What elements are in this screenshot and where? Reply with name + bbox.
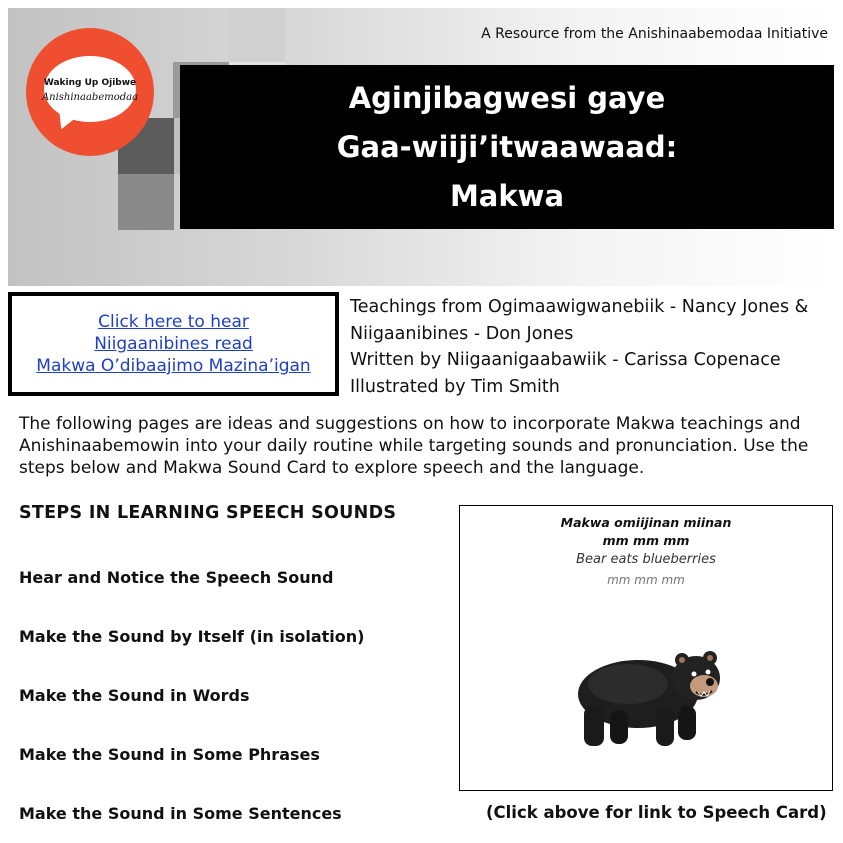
steps-heading: STEPS IN LEARNING SPEECH SOUNDS [19,503,397,523]
resource-line: A Resource from the Anishinaabemodaa Initiative [481,26,828,42]
decorative-square [118,174,174,230]
anishinaabemodaa-logo [26,28,154,156]
credit-line: Illustrated by Tim Smith [350,376,560,397]
credit-line: Written by Niigaanigaabawiik - Carissa Copenace [350,350,781,370]
step-item: Make the Sound by Itself (in isolation) [19,627,365,646]
decorative-square [229,8,285,64]
card-english-sound: mm mm mm [607,573,685,587]
logo-text-primary: Waking Up Ojibwe [43,78,137,88]
logo-text-secondary: Anishinaabemodaa [41,92,139,103]
page-title-line: Makwa [449,178,565,213]
step-item: Make the Sound in Some Phrases [19,745,320,764]
step-item: Make the Sound in Words [19,686,250,705]
audio-link-text[interactable]: Niigaanibines read [94,334,253,354]
speech-card-link[interactable] [459,505,833,791]
intro-paragraph: The following pages are ideas and suggestions on how to incorporate Makwa teachings and Anishinaabemowin into your daily routine while targeting sounds and pronunciation. Use the steps below and Makwa Sound Card to explore speech and the language. [19,414,809,478]
bear-icon [570,644,730,756]
page-title-line: Aginjibagwesi gaye [348,80,666,115]
card-ojibwe-line: Makwa omiijinan miinan [560,515,732,530]
page-title-line: Gaa-wiiji’itwaawaad: [336,129,678,164]
credit-line: Niigaanibines - Don Jones [350,323,574,344]
audio-link-text[interactable]: Click here to hear [98,312,249,332]
step-item: Make the Sound in Some Sentences [19,804,342,823]
audio-link-text[interactable]: Makwa O’dibaajimo Mazina’igan [36,356,311,376]
credit-line: Teachings from Ogimaawigwanebiik - Nancy Jones & [350,297,809,317]
speech-card-caption: (Click above for link to Speech Card) [486,803,827,822]
card-ojibwe-sound: mm mm mm [602,533,690,548]
credits-block [350,294,808,400]
title-bar [180,65,834,229]
step-item: Hear and Notice the Speech Sound [19,568,334,587]
card-english-line: Bear eats blueberries [576,552,716,567]
header-banner [8,8,834,286]
audio-link-box[interactable] [8,292,339,396]
